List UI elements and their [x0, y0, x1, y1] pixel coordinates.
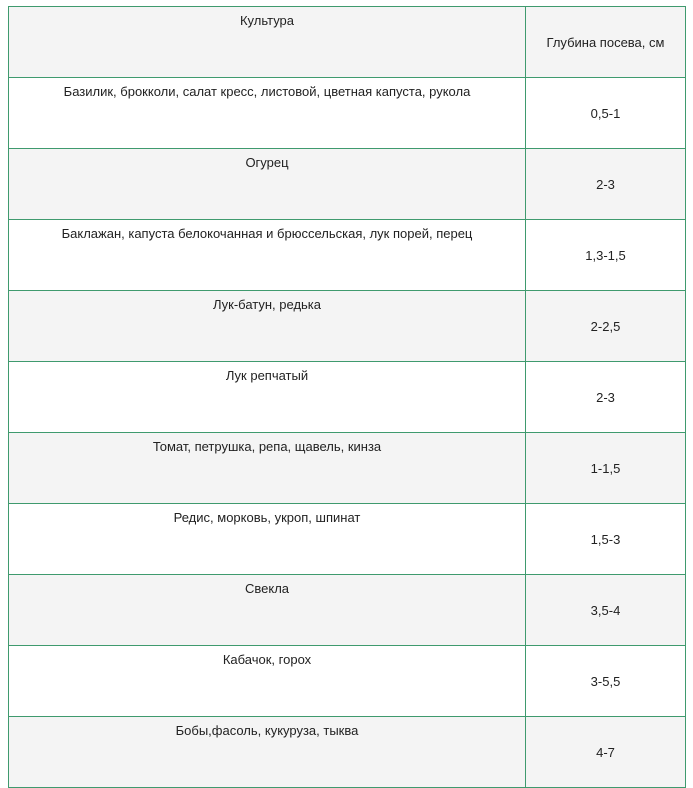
depth-cell: 1,3-1,5 — [526, 220, 686, 291]
table-row — [9, 220, 686, 291]
depth-cell: 2-3 — [526, 149, 686, 220]
depth-cell: 3,5-4 — [526, 575, 686, 646]
depth-cell: 1,5-3 — [526, 504, 686, 575]
table-row — [9, 291, 686, 362]
depth-cell: 0,5-1 — [526, 78, 686, 149]
table-header-row — [9, 7, 686, 78]
depth-cell: 1-1,5 — [526, 433, 686, 504]
table-row — [9, 362, 686, 433]
table-row — [9, 646, 686, 717]
table-row — [9, 504, 686, 575]
crop-cell: Огурец — [9, 149, 526, 220]
table-row — [9, 149, 686, 220]
depth-cell: 2-2,5 — [526, 291, 686, 362]
header-crop: Культура — [9, 7, 526, 78]
table-row — [9, 575, 686, 646]
depth-cell: 2-3 — [526, 362, 686, 433]
crop-cell: Свекла — [9, 575, 526, 646]
crop-cell: Томат, петрушка, репа, щавель, кинза — [9, 433, 526, 504]
depth-cell: 4-7 — [526, 717, 686, 788]
table-row — [9, 717, 686, 788]
header-depth: Глубина посева, см — [526, 7, 686, 78]
table-row — [9, 78, 686, 149]
table-row — [9, 433, 686, 504]
crop-cell: Базилик, брокколи, салат кресс, листовой, цветная капуста, рукола — [9, 78, 526, 149]
sowing-depth-table — [8, 6, 686, 788]
crop-cell: Баклажан, капуста белокочанная и брюссельская, лук порей, перец — [9, 220, 526, 291]
crop-cell: Кабачок, горох — [9, 646, 526, 717]
crop-cell: Лук-батун, редька — [9, 291, 526, 362]
crop-cell: Редис, морковь, укроп, шпинат — [9, 504, 526, 575]
crop-cell: Бобы,фасоль, кукуруза, тыква — [9, 717, 526, 788]
depth-cell: 3-5,5 — [526, 646, 686, 717]
crop-cell: Лук репчатый — [9, 362, 526, 433]
